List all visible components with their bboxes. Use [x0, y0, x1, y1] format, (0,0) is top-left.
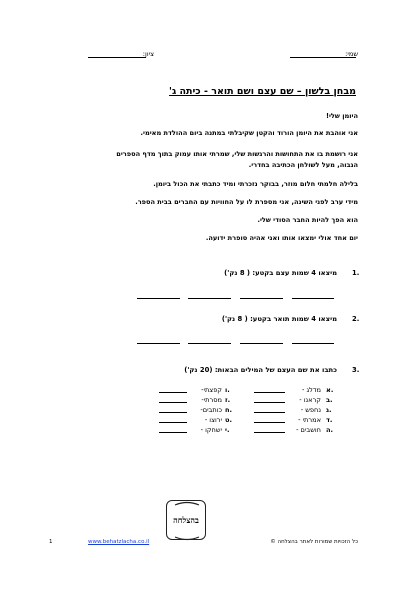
name-field[interactable] — [290, 57, 356, 58]
passage-line: מידי ערב לפני השינה, אני מספרת לו על החוויות עם החברים בבית הספר. — [135, 198, 358, 206]
word-item: נחפש - — [300, 406, 321, 414]
word-letter: ב. — [326, 396, 333, 404]
answer-line[interactable] — [254, 422, 285, 423]
word-item: קפצתי- — [201, 386, 222, 394]
passage-line: יום אחד אולי ימצאו אותו ואני אהיה סופרת ידועה. — [205, 234, 358, 242]
word-letter: ח. — [225, 406, 233, 414]
grade-label: ציון: — [142, 50, 154, 58]
answer-line[interactable] — [292, 298, 334, 299]
logo-text: בהצלחה — [173, 515, 199, 525]
word-letter: י. — [225, 426, 230, 434]
passage-line: הגבוה, מעל לשולחן הכתיבה בחדרי. — [248, 161, 358, 169]
word-letter: ט. — [225, 416, 232, 424]
answer-line[interactable] — [240, 298, 283, 299]
word-item: חושבים - — [296, 426, 321, 434]
passage-line: אני אוהבת את היומן הורוד והקטן שקיבלתי במתנה ביום ההולדת מאימי. — [140, 129, 358, 137]
answer-line[interactable] — [188, 343, 231, 344]
copyright-text: כל הזכויות שמורות לאתר בהצלחה © — [270, 539, 358, 545]
page-number: 1 — [49, 539, 53, 545]
answer-line[interactable] — [188, 298, 231, 299]
question-text: מיצאו 4 שמות עצם בקטע: ( 8 נק') — [224, 269, 337, 277]
word-letter: ה. — [326, 426, 334, 434]
word-item: מסרתי- — [201, 396, 222, 404]
answer-line[interactable] — [240, 343, 283, 344]
question-text: כתבו את שם העצם של המילים הבאות: (20 נק') — [184, 366, 337, 374]
name-label: שמי: — [345, 50, 358, 58]
passage-line: היומן שלי! — [325, 112, 358, 120]
word-item: קראנו - — [299, 396, 321, 404]
word-letter: א. — [326, 386, 334, 394]
passage-line: אני רושמת בו את התחושות והרגשות שלי, שמרתי אותו עמוק בתוך מדף הספרים — [116, 150, 358, 158]
grade-field[interactable] — [88, 57, 146, 58]
answer-line[interactable] — [137, 298, 180, 299]
behatzlacha-logo — [166, 500, 206, 540]
word-letter: ג. — [326, 406, 332, 414]
answer-line[interactable] — [137, 343, 180, 344]
answer-line[interactable] — [159, 392, 187, 393]
question-number: 3. — [352, 366, 360, 374]
word-item: ישחקו - — [200, 426, 222, 434]
answer-line[interactable] — [254, 392, 285, 393]
website-link[interactable]: www.behatzlacha.co.il — [88, 539, 150, 545]
answer-line[interactable] — [254, 432, 285, 433]
answer-line[interactable] — [159, 432, 187, 433]
word-item: מדלג - — [301, 386, 321, 394]
passage-line: בלילה חלמתי חלום מוזר, בבוקר נזכרתי ומיד כתבתי את הכול ביומן. — [153, 180, 358, 188]
passage-line: הוא הפך להיות החבר הסודי שלי. — [257, 216, 358, 224]
word-letter: ו. — [225, 386, 230, 394]
word-item: אמרתי - — [298, 416, 321, 424]
word-item: ירוצו - — [204, 416, 222, 424]
word-letter: ד. — [326, 416, 333, 424]
question-number: 1. — [352, 269, 360, 277]
answer-line[interactable] — [159, 402, 187, 403]
question-text: מיצאו 4 שמות תואר בקטע: ( 8 נק') — [221, 315, 337, 323]
answer-line[interactable] — [292, 343, 334, 344]
answer-line[interactable] — [159, 422, 187, 423]
word-item: כותבים- — [200, 406, 222, 414]
page-title: מבחן בלשון – שם עצם ושם תואר - כיתה ג' — [169, 86, 356, 97]
question-number: 2. — [352, 315, 360, 323]
word-letter: ז. — [225, 396, 231, 404]
answer-line[interactable] — [159, 412, 187, 413]
answer-line[interactable] — [254, 402, 285, 403]
answer-line[interactable] — [254, 412, 285, 413]
